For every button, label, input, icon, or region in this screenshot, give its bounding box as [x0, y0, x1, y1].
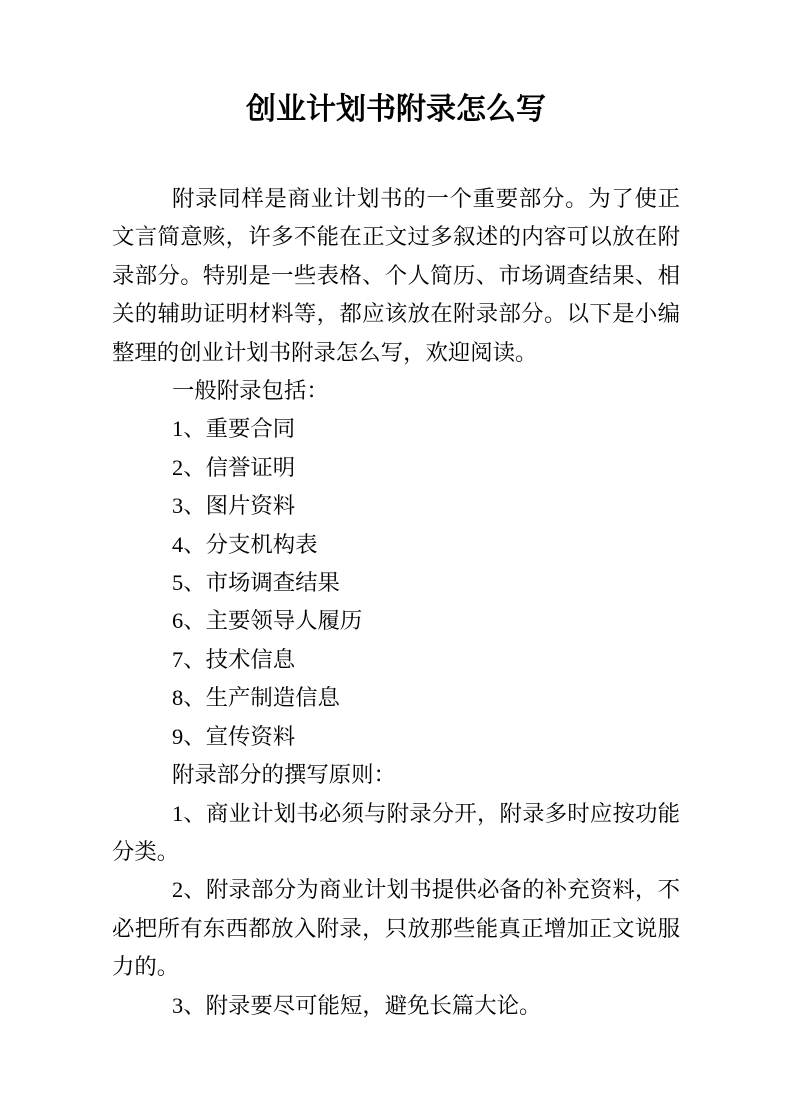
- appendix-list-item: 6、主要领导人履历: [172, 608, 363, 634]
- appendix-list-item: 3、图片资料: [172, 493, 296, 519]
- appendix-list-item: 8、生产制造信息: [172, 685, 340, 711]
- appendix-list-item: 7、技术信息: [172, 646, 296, 672]
- principles-header: 附录部分的撰写原则：: [172, 762, 396, 788]
- intro-paragraph: 附录同样是商业计划书的一个重要部分。为了使正文言简意赅，许多不能在正文过多叙述的内容可以放在附录部分。特别是一些表格、个人简历、市场调查结果、相关的辅助证明材料等，都应该放在附录部分。以下是小编整理的创业计划书附录怎么写，欢迎阅读。: [112, 186, 680, 365]
- appendix-list-header: 一般附录包括：: [172, 378, 329, 404]
- principle-item: 3、附录要尽可能短，避免长篇大论。: [172, 992, 542, 1018]
- principle-item: 2、附录部分为商业计划书提供必备的补充资料，不必把所有东西都放入附录，只放那些能真正增加正文说服力的。: [112, 877, 680, 980]
- appendix-list-item: 9、宣传资料: [172, 723, 296, 749]
- appendix-list: [112, 410, 680, 756]
- appendix-list-item: 2、信誉证明: [172, 454, 296, 480]
- appendix-list-item: 4、分支机构表: [172, 531, 318, 557]
- document-title: 创业计划书附录怎么写: [246, 93, 546, 126]
- principle-item: 1、商业计划书必须与附录分开，附录多时应按功能分类。: [112, 800, 680, 864]
- appendix-list-item: 5、市场调查结果: [172, 570, 340, 596]
- principles-list: [112, 795, 680, 1025]
- appendix-list-item: 1、重要合同: [172, 416, 296, 442]
